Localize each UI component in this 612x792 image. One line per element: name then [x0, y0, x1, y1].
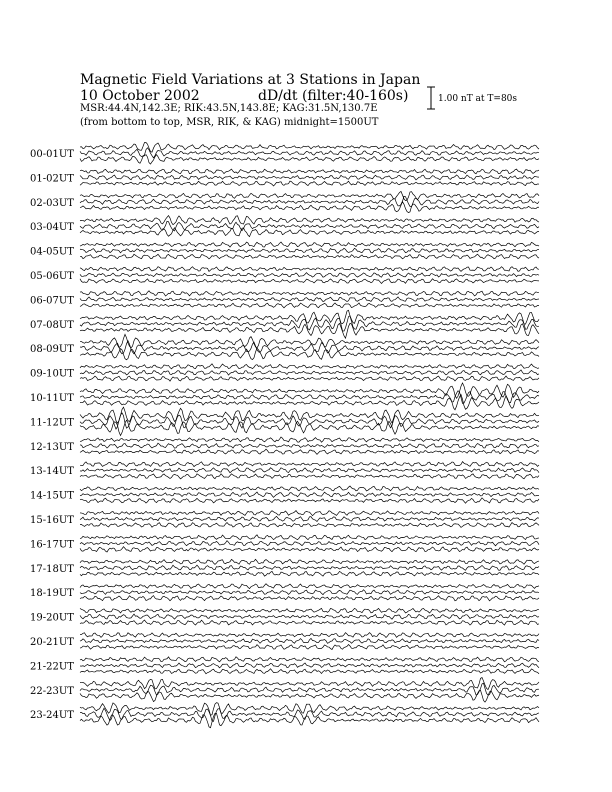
trace-line-rik: [80, 341, 539, 354]
trace-line-msr: [80, 376, 539, 381]
trace-line-kag: [80, 437, 539, 442]
trace-line-rik: [80, 196, 539, 206]
row-label: 21-22UT: [30, 661, 74, 673]
trace-line-msr: [80, 645, 539, 650]
trace-line-kag: [80, 407, 539, 423]
trace-line-rik: [80, 175, 539, 180]
row-label: 00-01UT: [30, 149, 74, 160]
trace-line-kag: [80, 242, 539, 247]
trace-line-msr: [80, 713, 539, 727]
station-coordinates: MSR:44.4N,142.3E; RIK:43.5N,143.8E; KAG:31.5N,130.7E: [80, 103, 378, 114]
scale-bar-label: 1.00 nT at T=80s: [438, 94, 518, 104]
trace-line-rik: [80, 273, 539, 278]
row-label: 20-21UT: [30, 637, 74, 648]
trace-line-kag: [80, 535, 539, 540]
trace-line-msr: [80, 498, 539, 503]
trace-line-rik: [80, 516, 539, 521]
row-label: 15-16UT: [30, 515, 74, 526]
row-label: 02-03UT: [30, 197, 74, 209]
trace-line-msr: [80, 669, 539, 674]
row-label: 23-24UT: [30, 710, 74, 722]
row-label: 14-15UT: [30, 490, 74, 502]
trace-line-kag: [80, 291, 539, 296]
trace-line-msr: [80, 202, 539, 213]
trace-line-msr: [80, 547, 539, 552]
row-label: 22-23UT: [30, 685, 74, 697]
trace-line-kag: [80, 657, 539, 662]
trace-line-rik: [80, 492, 539, 497]
trace-line-msr: [80, 620, 539, 625]
trace-line-rik: [80, 614, 539, 619]
trace-line-msr: [80, 690, 539, 702]
trace-line-msr: [80, 449, 539, 454]
trace-line-kag: [80, 310, 539, 324]
trace-line-msr: [80, 571, 539, 576]
row-label: 16-17UT: [30, 539, 74, 551]
row-label: 10-11UT: [30, 393, 74, 404]
trace-line-rik: [80, 468, 539, 473]
trace-line-kag: [80, 191, 539, 200]
filter-label: dD/dt (filter:40-160s): [258, 88, 409, 104]
chart-title: Magnetic Field Variations at 3 Stations in Japan: [80, 72, 421, 88]
row-label: 11-12UT: [30, 417, 74, 429]
trace-line-msr: [80, 254, 539, 259]
trace-line-rik: [80, 297, 539, 302]
row-label: 01-02UT: [30, 173, 74, 185]
row-label: 06-07UT: [30, 295, 74, 307]
trace-line-kag: [80, 216, 539, 225]
trace-line-kag: [80, 486, 539, 491]
trace-line-msr: [80, 323, 539, 338]
row-label: 19-20UT: [30, 612, 74, 624]
row-label: 18-19UT: [30, 588, 74, 600]
trace-line-kag: [80, 584, 539, 589]
station-order-note: (from bottom to top, MSR, RIK, & KAG) midnight=1500UT: [80, 117, 379, 128]
trace-line-rik: [80, 541, 539, 546]
trace-line-msr: [80, 522, 539, 527]
trace-line-kag: [80, 559, 539, 564]
row-label: 08-09UT: [30, 344, 74, 356]
trace-line-rik: [80, 443, 539, 448]
row-label: 17-18UT: [30, 563, 74, 575]
row-label: 09-10UT: [30, 368, 74, 380]
trace-line-kag: [80, 142, 539, 152]
trace-line-msr: [80, 279, 539, 284]
row-label: 12-13UT: [30, 441, 74, 453]
row-label: 05-06UT: [30, 271, 74, 282]
trace-line-rik: [80, 638, 539, 643]
trace-line-kag: [80, 462, 539, 467]
trace-line-msr: [80, 348, 539, 360]
trace-line-msr: [80, 155, 539, 164]
trace-line-kag: [80, 511, 539, 516]
trace-line-kag: [80, 633, 539, 638]
trace-line-msr: [80, 181, 539, 186]
trace-line-kag: [80, 267, 539, 272]
trace-line-msr: [80, 303, 539, 308]
trace-line-rik: [80, 221, 539, 231]
date-label: 10 October 2002: [80, 88, 200, 104]
trace-line-rik: [80, 565, 539, 570]
row-label: 03-04UT: [30, 222, 74, 234]
trace-line-rik: [80, 248, 539, 253]
trace-line-msr: [80, 474, 539, 479]
trace-line-msr: [80, 228, 539, 237]
trace-line-kag: [80, 383, 539, 398]
trace-line-rik: [80, 663, 539, 668]
trace-line-kag: [80, 364, 539, 369]
trace-line-rik: [80, 370, 539, 375]
trace-line-rik: [80, 590, 539, 595]
row-label: 13-14UT: [30, 466, 74, 478]
row-label: 07-08UT: [30, 319, 74, 331]
trace-line-kag: [80, 608, 539, 613]
trace-line-rik: [80, 148, 539, 158]
trace-rows: [30, 142, 539, 727]
trace-line-rik: [80, 683, 539, 695]
row-label: 04-05UT: [30, 246, 74, 258]
trace-line-kag: [80, 169, 539, 174]
trace-line-msr: [80, 596, 539, 601]
